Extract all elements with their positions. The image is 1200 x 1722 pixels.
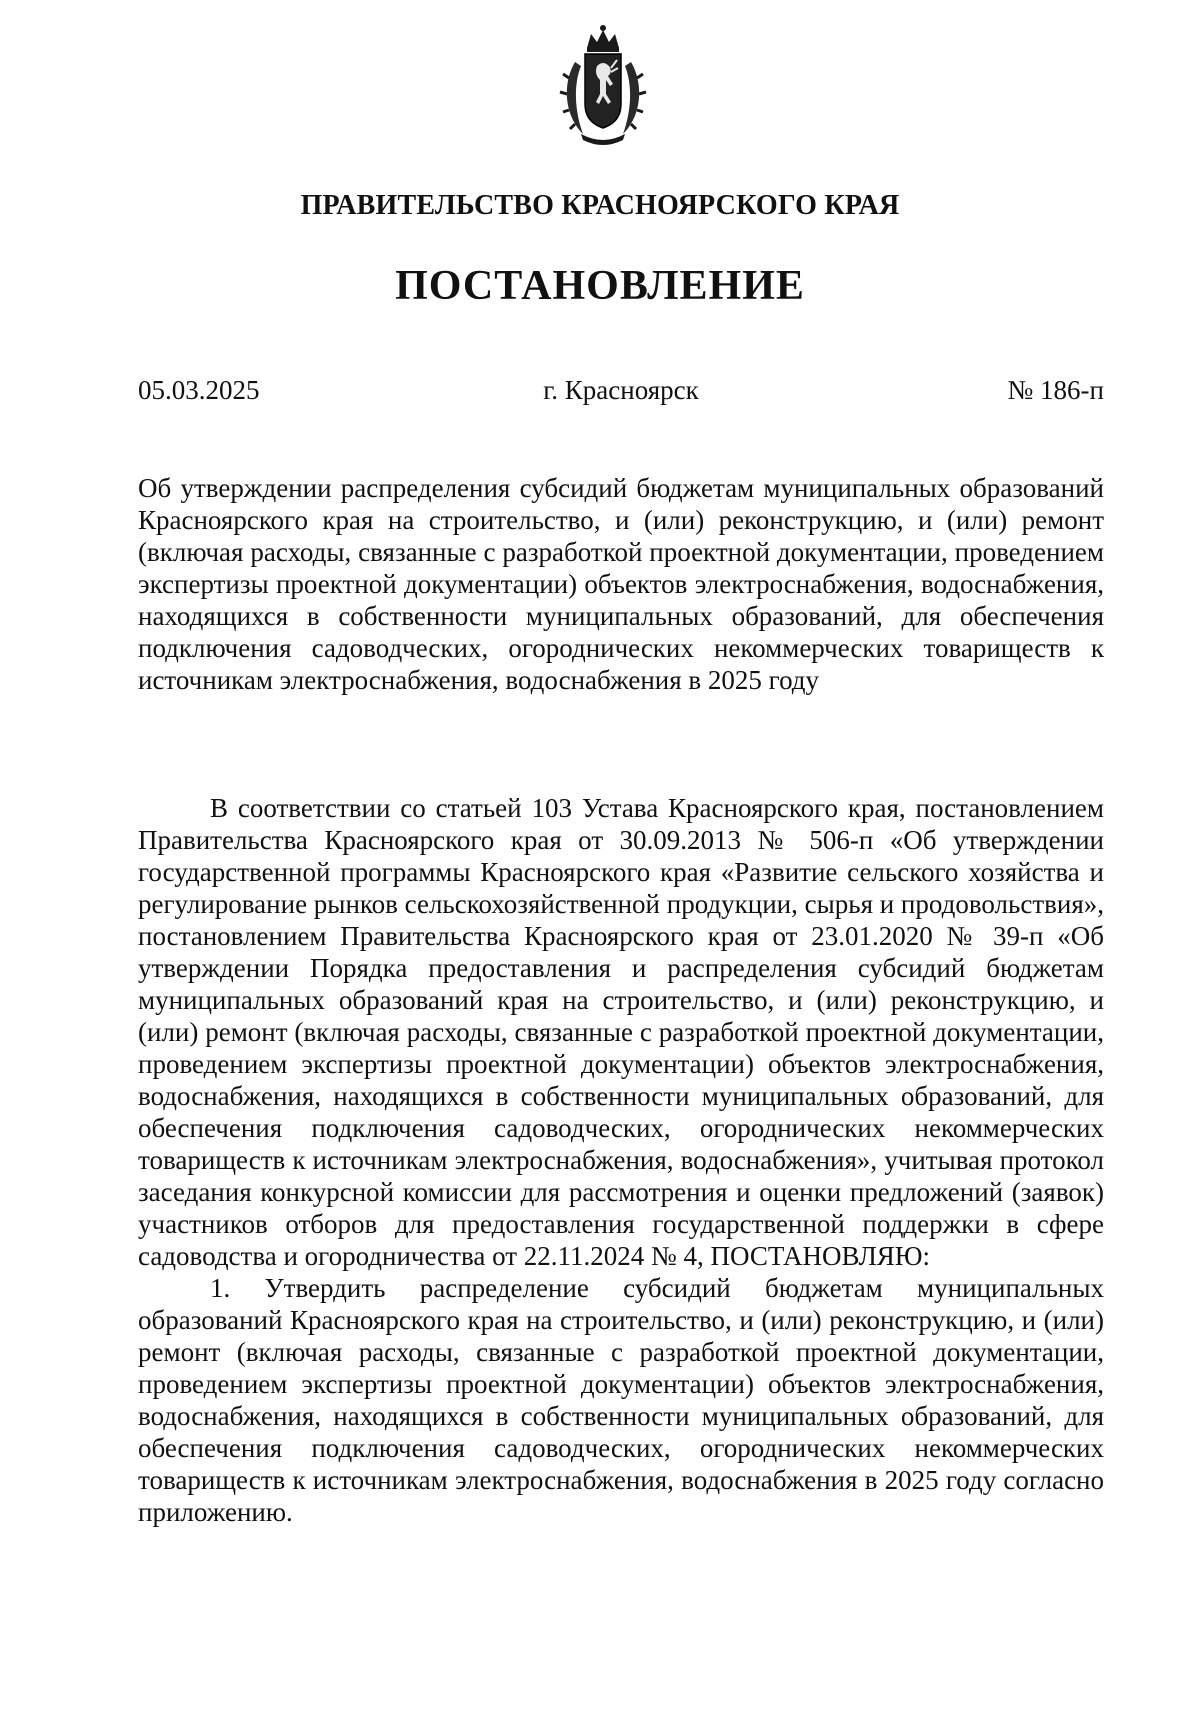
krasnoyarsk-coat-of-arms-icon [553,22,653,150]
document-type-title: ПОСТАНОВЛЕНИЕ [395,263,805,309]
preamble-paragraph: В соответствии со статьей 103 Устава Красноярского края, постановлением Правительства Красноярского края от 30.09.2013 № 506-п «Об утверждении государственной программы Красноярского края «Развитие сельского хозяйства и регулирование рынков сельскохозяйственной продукции, сырья и продовольствия», постановлением Правительства Красноярского края от 23.01.2020 № 39-п «Об утверждении Порядка предоставления и распределения субсидий бюджетам муниципальных образований края на строительство, и (или) реконструкцию, и (или) ремонт (включая расходы, связанные с разработкой проектной документации, проведением экспертизы проектной документации) объектов электроснабжения, водоснабжения, находящихся в собственности муниципальных образований, для обеспечения подключения садоводческих, огороднических некоммерческих товариществ к источникам электроснабжения, водоснабжения», учитывая протокол заседания конкурсной комиссии для рассмотрения и оценки предложений (заявок) участников отборов для предоставления государственной поддержки в сфере садоводства и огородничества от 22.11.2024 № 4, ПОСТАНОВЛЯЮ: [138,793,1104,1271]
document-number: № 186-п [1007,375,1104,405]
document-body [138,792,1104,1528]
item-1-paragraph: 1. Утвердить распределение субсидий бюджетам муниципальных образований Красноярского края на строительство, и (или) реконструкцию, и (или) ремонт (включая расходы, связанные с разработкой проектной документации, проведением экспертизы проектной документации) объектов электроснабжения, водоснабжения, находящихся в собственности муниципальных образований, для обеспечения подключения садоводческих, огороднических некоммерческих товариществ к источникам электроснабжения, водоснабжения в 2025 году согласно приложению. [138,1273,1104,1527]
document-meta-row [138,375,1104,415]
document-date: 05.03.2025 [138,375,260,405]
organization-title: ПРАВИТЕЛЬСТВО КРАСНОЯРСКОГО КРАЯ [300,190,900,221]
document-city: г. Красноярск [543,375,699,405]
document-subject: Об утверждении распределения субсидий бюджетам муниципальных образований Красноярского края на строительство, и (или) реконструкцию, и (или) ремонт (включая расходы, связанные с разработкой проектной документации, проведением экспертизы проектной документации) объектов электроснабжения, водоснабжения, находящихся в собственности муниципальных образований, для обеспечения подключения садоводческих, огороднических некоммерческих товариществ к источникам электроснабжения, водоснабжения в 2025 году [138,473,1104,695]
